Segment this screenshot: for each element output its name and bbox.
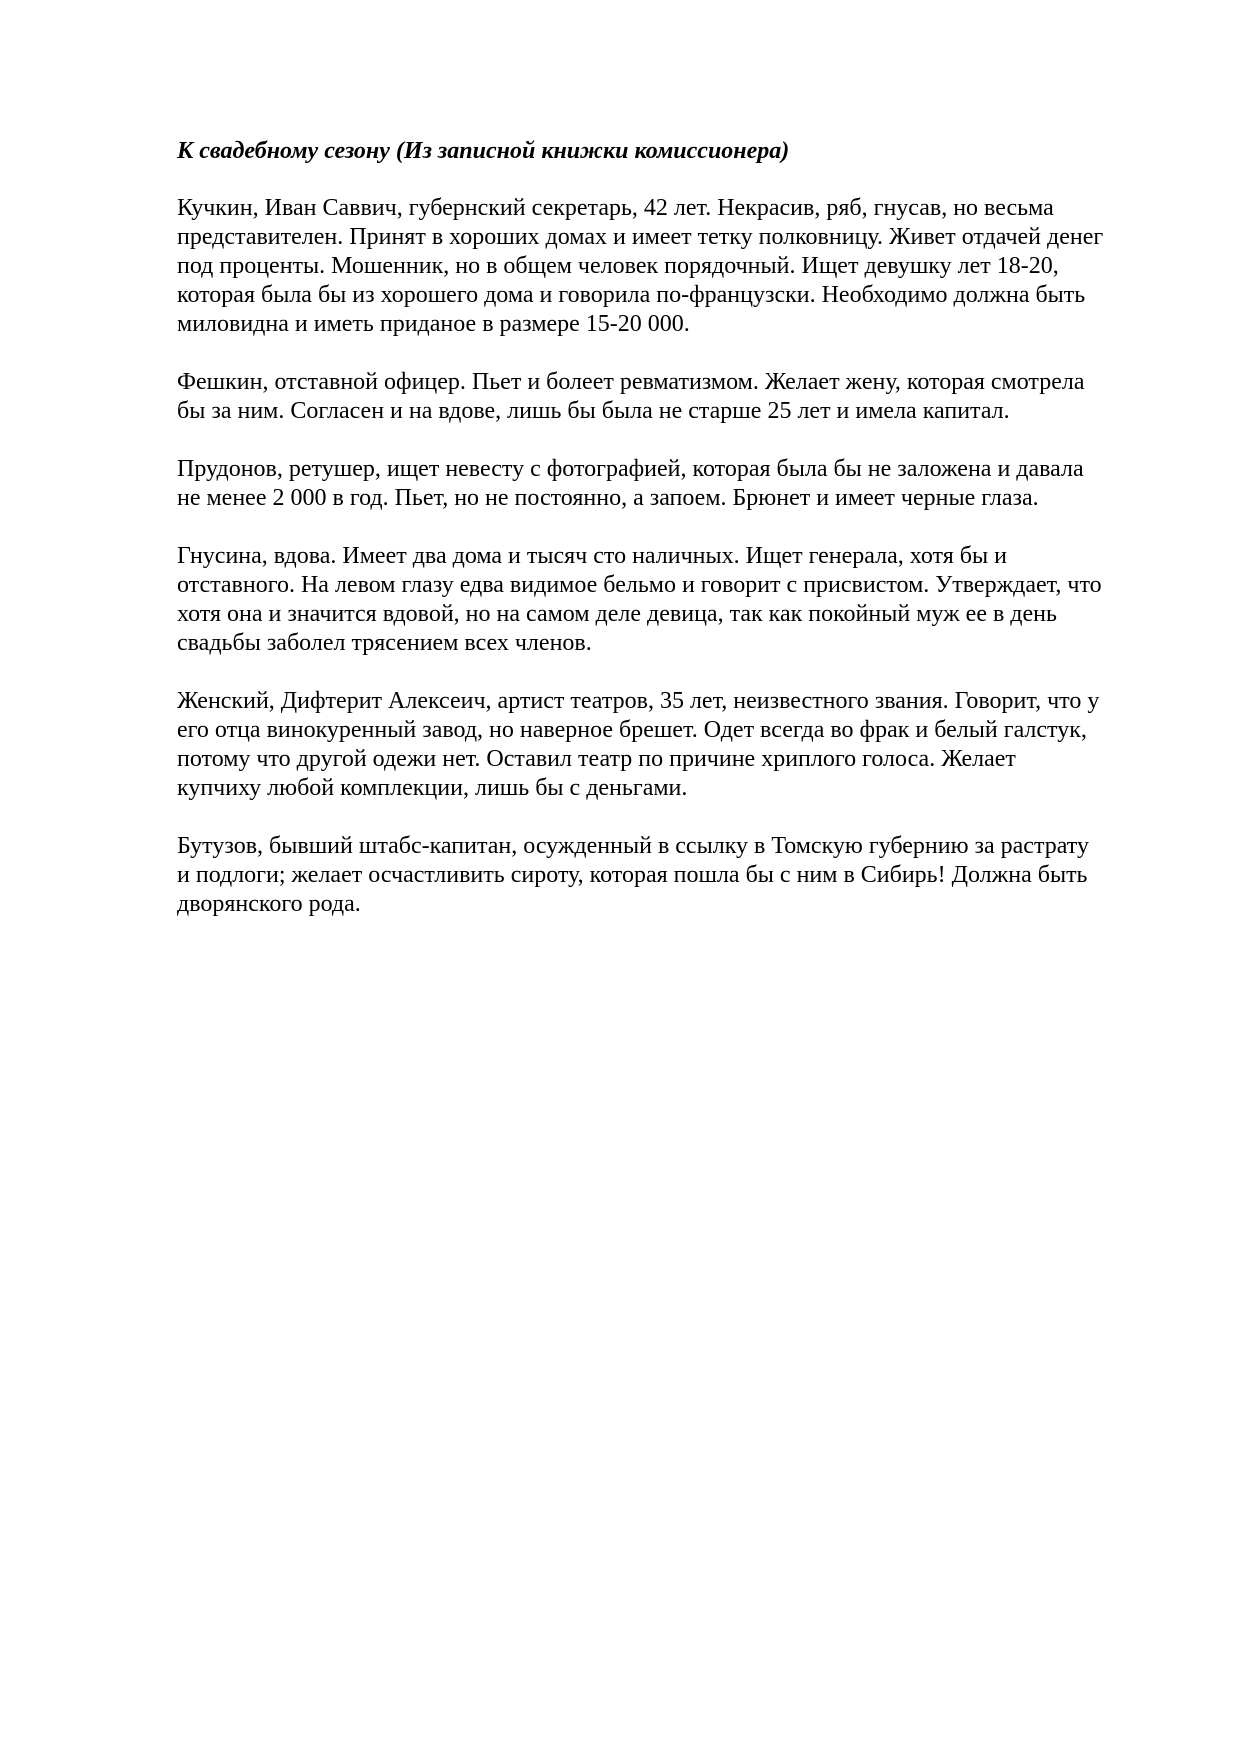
text-line: Женский, Дифтерит Алексеич, артист театров, 35 лет, неизвестного звания. Говорит, что у [177, 688, 1100, 714]
text-line: его отца винокуренный завод, но наверное брешет. Одет всегда во фрак и белый галстук, [177, 717, 1087, 743]
text-line: купчиху любой комплекции, лишь бы с деньгами. [177, 775, 688, 801]
text-line: Прудонов, ретушер, ищет невесту с фотографией, которая была бы не заложена и давала [177, 456, 1084, 482]
text-line: Кучкин, Иван Саввич, губернский секретарь, 42 лет. Некрасив, ряб, гнусав, но весьма [177, 195, 1054, 221]
text-line: потому что другой одежи нет. Оставил театр по причине хриплого голоса. Желает [177, 746, 1016, 772]
text-line: хотя она и значится вдовой, но на самом деле девица, так как покойный муж ее в день [177, 601, 1057, 627]
text-line: под проценты. Мошенник, но в общем человек порядочный. Ищет девушку лет 18-20, [177, 253, 1059, 279]
paragraph-prudonov [177, 455, 1177, 513]
text-line: бы за ним. Согласен и на вдове, лишь бы была не старше 25 лет и имела капитал. [177, 398, 1010, 424]
text-line: Гнусина, вдова. Имеет два дома и тысяч сто наличных. Ищет генерала, хотя бы и [177, 543, 1007, 569]
text-line: которая была бы из хорошего дома и говорила по-французски. Необходимо должна быть [177, 282, 1086, 308]
paragraph-butuzov [177, 832, 1177, 919]
paragraph-gnusina [177, 542, 1177, 658]
paragraph-zhenskiy [177, 687, 1177, 803]
document-title: К свадебному сезону (Из записной книжки комиссионера) [177, 138, 790, 164]
document-body [177, 136, 1177, 948]
text-line: и подлоги; желает осчастливить сироту, которая пошла бы с ним в Сибирь! Должна быть [177, 862, 1088, 888]
text-line: дворянского рода. [177, 891, 361, 917]
text-line: свадьбы заболел трясением всех членов. [177, 630, 592, 656]
text-line: не менее 2 000 в год. Пьет, но не постоянно, а запоем. Брюнет и имеет черные глаза. [177, 485, 1039, 511]
text-line: представителен. Принят в хороших домах и имеет тетку полковницу. Живет отдачей денег [177, 224, 1104, 250]
paragraph-kuchkin [177, 194, 1177, 339]
text-line: отставного. На левом глазу едва видимое бельмо и говорит с присвистом. Утверждает, что [177, 572, 1102, 598]
text-line: миловидна и иметь приданое в размере 15-20 000. [177, 311, 690, 337]
text-line: Бутузов, бывший штабс-капитан, осужденный в ссылку в Томскую губернию за растрату [177, 833, 1089, 859]
paragraph-feshkin [177, 368, 1177, 426]
text-line: Фешкин, отставной офицер. Пьет и болеет ревматизмом. Желает жену, которая смотрела [177, 369, 1085, 395]
